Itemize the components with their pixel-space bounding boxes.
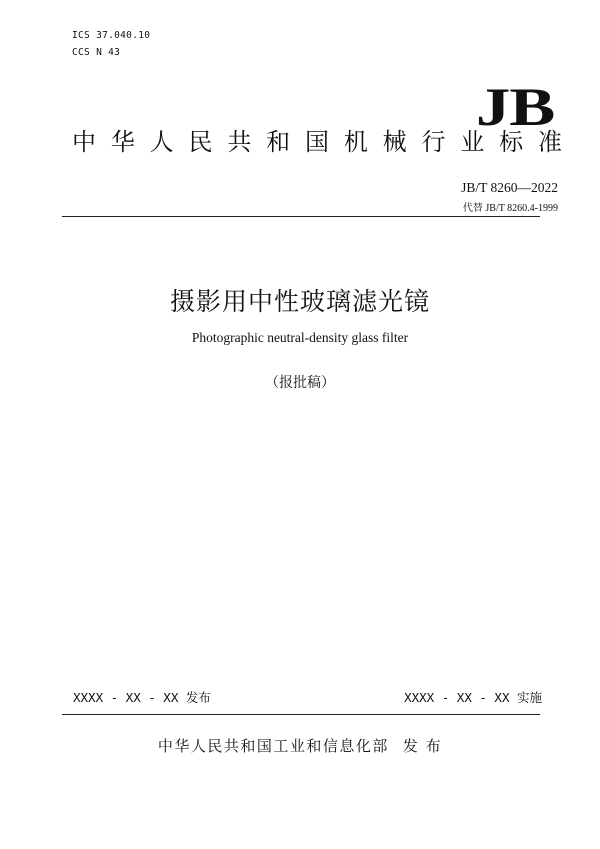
document-title-en: Photographic neutral-density glass filter — [191, 330, 409, 345]
bottom-divider — [62, 714, 540, 715]
issuer-line — [0, 735, 600, 756]
ccs-code: CCS N 43 — [72, 47, 121, 58]
top-divider — [62, 216, 540, 217]
issuer-action: 发 布 — [402, 737, 443, 755]
standard-code: JB/T 8260—2022 — [461, 180, 558, 195]
document-title-cn: 摄影用中性玻璃滤光镜 — [169, 287, 430, 316]
jb-logo: JB — [475, 77, 554, 137]
issuer-name: 中华人民共和国工业和信息化部 — [157, 737, 389, 755]
implementation-date: XXXX - XX - XX 实施 — [404, 690, 542, 705]
ics-code: ICS 37.040.10 — [72, 30, 151, 41]
replaces-note: 代替 JB/T 8260.4-1999 — [462, 203, 558, 214]
draft-status: （报批稿） — [265, 375, 335, 391]
issue-date: XXXX - XX - XX 发布 — [73, 690, 211, 705]
standard-type-title: 中华人民共和国机械行业标准 — [72, 128, 562, 156]
